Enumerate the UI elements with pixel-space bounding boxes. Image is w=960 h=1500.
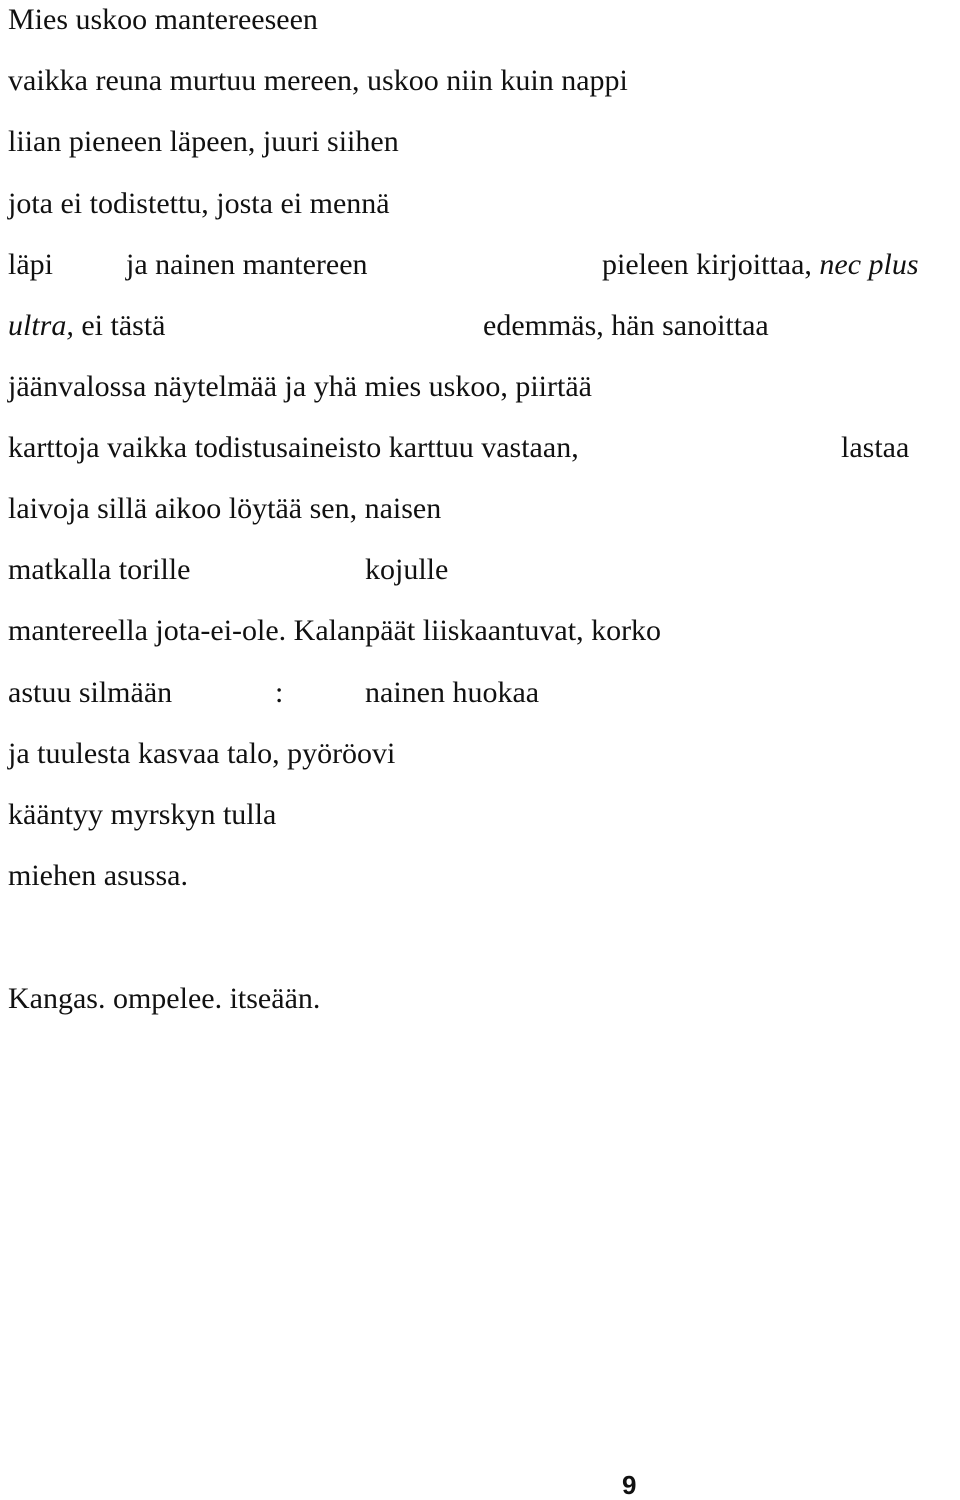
poem-line-15: miehen asussa.: [8, 859, 188, 892]
poem-line-3: liian pieneen läpeen, juuri siihen: [8, 125, 399, 158]
poem-line-5c-text: pieleen kirjoittaa,: [602, 248, 820, 281]
poem-line-1: Mies uskoo mantereeseen: [8, 3, 318, 36]
poem-line-10b: kojulle: [365, 553, 449, 586]
poem-line-14: kääntyy myrskyn tulla: [8, 798, 277, 831]
poem-line-6a-italic: ultra,: [8, 309, 74, 342]
poem-line-5a: läpi: [8, 248, 53, 281]
poem-line-16: Kangas. ompelee. itseään.: [8, 982, 321, 1015]
poem-line-6c: edemmäs, hän sanoittaa: [483, 309, 769, 342]
poem-line-5d: nec plus: [819, 248, 919, 281]
poem-line-4: jota ei todistettu, josta ei mennä: [8, 187, 390, 220]
poem-line-12a: astuu silmään: [8, 676, 173, 709]
poem-line-12c: nainen huokaa: [365, 676, 540, 709]
poem-line-6a: [8, 309, 166, 343]
poem-line-11: mantereella jota-ei-ole. Kalanpäät liiskaantuvat, korko: [8, 614, 662, 647]
poem-line-10a: matkalla torille: [8, 553, 191, 586]
poem-line-5c: [602, 248, 919, 282]
poem-line-8a: karttoja vaikka todistusaineisto karttuu vastaan,: [8, 431, 579, 464]
poem-line-13: ja tuulesta kasvaa talo, pyöröovi: [8, 737, 396, 770]
poem-line-12b: :: [275, 676, 284, 709]
poem-line-7: jäänvalossa näytelmää ja yhä mies uskoo, piirtää: [8, 370, 592, 403]
poem-line-8b: lastaa: [841, 431, 910, 464]
poem-line-5b: ja nainen mantereen: [126, 248, 368, 281]
poem-line-2: vaikka reuna murtuu mereen, uskoo niin kuin nappi: [8, 64, 628, 97]
page-number: 9: [622, 1470, 637, 1500]
poem-line-9: laivoja sillä aikoo löytää sen, naisen: [8, 492, 442, 525]
poem-line-6b: ei tästä: [73, 309, 166, 342]
